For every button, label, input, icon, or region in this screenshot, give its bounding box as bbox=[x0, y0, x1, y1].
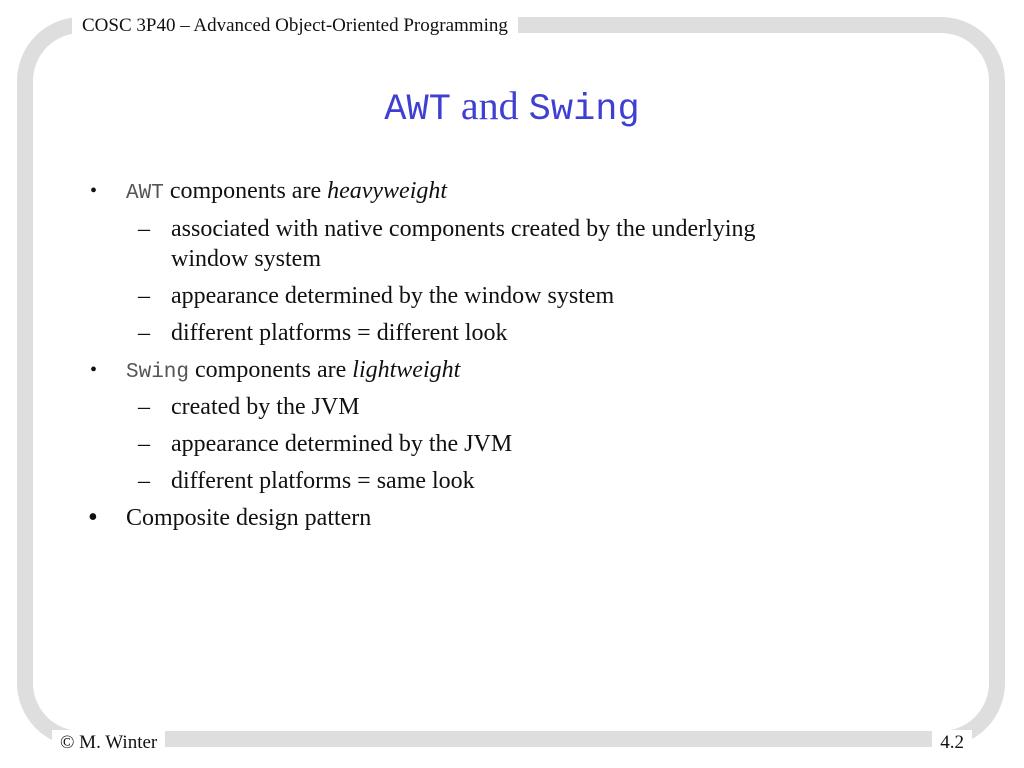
dash-symbol: – bbox=[138, 431, 150, 457]
bullet-swing-text: components are bbox=[195, 357, 347, 383]
sub-item-native-components-cont: window system bbox=[171, 246, 321, 272]
bullet-awt-text: components are bbox=[169, 178, 322, 204]
sub-item-same-look: different platforms = same look bbox=[171, 468, 475, 494]
title-awt-code: AWT bbox=[384, 89, 451, 131]
bullet-awt-code: AWT bbox=[126, 182, 164, 205]
dash-symbol: – bbox=[138, 394, 150, 420]
bullet-awt-emphasis: heavyweight bbox=[327, 178, 448, 204]
sub-item-different-look: different platforms = different look bbox=[171, 320, 508, 346]
dash-symbol: – bbox=[138, 468, 150, 494]
bullet-composite-pattern: Composite design pattern bbox=[126, 505, 372, 531]
dash-symbol: – bbox=[138, 283, 150, 309]
bullet-symbol: • bbox=[88, 502, 98, 533]
sub-item-jvm-appearance: appearance determined by the JVM bbox=[171, 431, 513, 457]
bullet-symbol: • bbox=[90, 180, 98, 202]
title-swing-code: Swing bbox=[528, 89, 640, 131]
course-header-title: COSC 3P40 – Advanced Object-Oriented Programming bbox=[72, 12, 518, 40]
title-and-word: and bbox=[460, 83, 519, 128]
bullet-swing-emphasis: lightweight bbox=[352, 357, 461, 383]
sub-item-created-by-jvm: created by the JVM bbox=[171, 394, 360, 420]
sub-item-window-system-appearance: appearance determined by the window system bbox=[171, 283, 615, 309]
sub-item-native-components: associated with native components created by the underlying bbox=[171, 216, 756, 242]
footer-page-number: 4.2 bbox=[932, 730, 972, 756]
footer-author: © M. Winter bbox=[52, 730, 165, 756]
bullet-awt bbox=[126, 176, 447, 209]
bullet-symbol: • bbox=[90, 359, 98, 381]
dash-symbol: – bbox=[138, 216, 150, 242]
dash-symbol: – bbox=[138, 320, 150, 346]
bullet-swing bbox=[126, 355, 460, 388]
bullet-swing-code: Swing bbox=[126, 361, 190, 384]
